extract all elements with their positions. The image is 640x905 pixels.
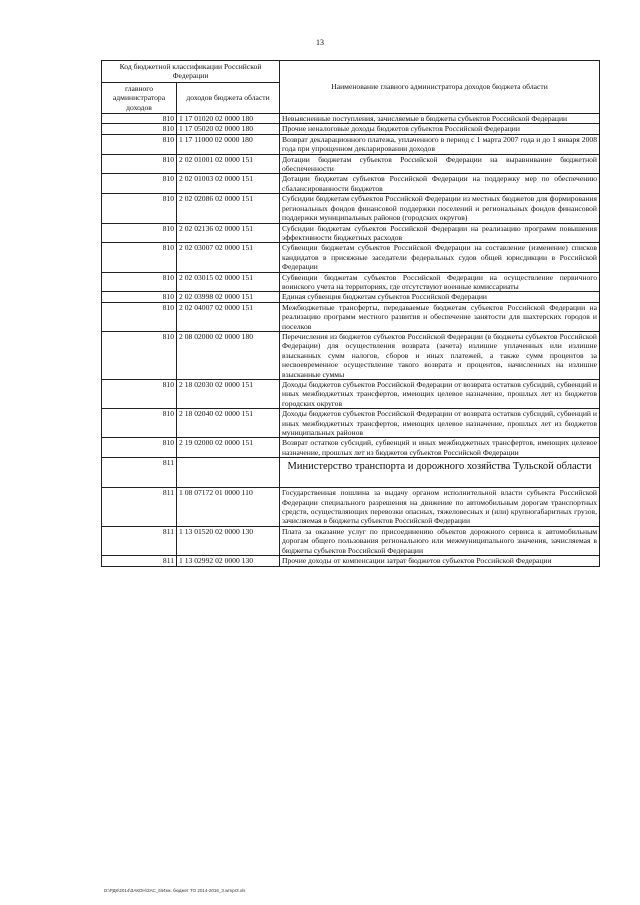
income-name-cell: Невыясненные поступления, зачисляемые в бюджеты субъектов Российской Федерации [280, 114, 600, 124]
table-row [102, 409, 600, 438]
file-path-footer: D:\РДК\2014\ЗАКОН\ЗАС_6\Изм. бюджет ТО 2014-2016_3.wmpr3.xls [104, 888, 246, 893]
income-name-cell: Перечисления из бюджетов субъектов Российской Федерации (в бюджеты субъектов Российской Федерации) для осуществления возврата (зачета) излишне уплаченных или излишне взысканных сумм налогов, сборов и иных платежей, а также сумм процентов за несвоевременное осуществление такого возврата и процентов, начисленных на излишне взысканные суммы [280, 331, 600, 379]
section-title: Министерство транспорта и дорожного хозяйства Тульской области [280, 458, 600, 488]
admin-code-cell: 810 [102, 223, 177, 243]
table-row [102, 272, 600, 292]
income-name-cell: Единая субвенция бюджетам субъектов Российской Федерации [280, 292, 600, 302]
income-code-cell: 2 02 02086 02 0000 151 [177, 194, 280, 223]
admin-code-cell: 810 [102, 243, 177, 272]
income-name-cell: Дотации бюджетам субъектов Российской Федерации на выравнивание бюджетной обеспеченности [280, 154, 600, 174]
income-name-cell: Возврат остатков субсидий, субвенций и иных межбюджетных трансфертов, имеющих целевое назначение, прошлых лет из бюджетов субъектов Российской Федерации [280, 438, 600, 458]
income-code-cell: 2 18 02030 02 0000 151 [177, 380, 280, 409]
income-code-cell: 2 02 03998 02 0000 151 [177, 292, 280, 302]
income-code-cell: 1 17 01020 02 0000 180 [177, 114, 280, 124]
admin-code-cell: 810 [102, 154, 177, 174]
income-name-cell: Прочие доходы от компенсации затрат бюджетов субъектов Российской Федерации [280, 556, 600, 566]
admin-code-cell: 811 [102, 526, 177, 555]
admin-code-cell: 810 [102, 272, 177, 292]
income-name-cell: Доходы бюджетов субъектов Российской Федерации от возврата остатков субсидий, субвенций и иных межбюджетных трансфертов, имеющих целевое назначение, прошлых лет из бюджетов муниципальных районов [280, 409, 600, 438]
header-income-col: доходов бюджета области [177, 82, 280, 113]
admin-code-cell: 810 [102, 124, 177, 134]
section-admin-code: 811 [102, 458, 177, 488]
income-name-cell: Плата за оказание услуг по присоединению объектов дорожного сервиса к автомобильным дорогам общего пользования регионального или межмуниципального значения, зачисляемая в бюджеты субъектов Российской Федерации [280, 526, 600, 555]
table-row [102, 194, 600, 223]
income-code-cell: 1 13 01520 02 0000 130 [177, 526, 280, 555]
table-row [102, 380, 600, 409]
admin-code-cell: 810 [102, 380, 177, 409]
section-empty-cell [177, 458, 280, 488]
budget-classification-table [101, 60, 600, 567]
income-code-cell: 2 02 03007 02 0000 151 [177, 243, 280, 272]
section-row [102, 458, 600, 488]
page-number: 13 [316, 38, 324, 47]
header-row [102, 61, 600, 83]
income-name-cell: Прочие неналоговые доходы бюджетов субъектов Российской Федерации [280, 124, 600, 134]
income-name-cell: Дотации бюджетам субъектов Российской Федерации на поддержку мер по обеспечению сбалансированности бюджетов [280, 174, 600, 194]
income-code-cell: 2 02 01003 02 0000 151 [177, 174, 280, 194]
table-row [102, 154, 600, 174]
income-name-cell: Возврат декларационного платежа, уплаченного в период с 1 марта 2007 года и до 1 января 2008 года при упрощенном декларировании доходов [280, 134, 600, 154]
admin-code-cell: 811 [102, 556, 177, 566]
table-row [102, 243, 600, 272]
table-row [102, 302, 600, 331]
table-row [102, 124, 600, 134]
income-code-cell: 2 02 04007 02 0000 151 [177, 302, 280, 331]
admin-code-cell: 810 [102, 438, 177, 458]
income-code-cell: 2 19 02000 02 0000 151 [177, 438, 280, 458]
admin-code-cell: 810 [102, 114, 177, 124]
income-code-cell: 2 02 02136 02 0000 151 [177, 223, 280, 243]
income-code-cell: 2 08 02000 02 0000 180 [177, 331, 280, 379]
table-row [102, 292, 600, 302]
income-name-cell: Субсидии бюджетам субъектов Российской Федерации на реализацию программ повышения эффективности бюджетных расходов [280, 223, 600, 243]
admin-code-cell: 810 [102, 409, 177, 438]
income-code-cell: 1 17 05020 02 0000 180 [177, 124, 280, 134]
income-code-cell: 2 02 03015 02 0000 151 [177, 272, 280, 292]
income-code-cell: 1 13 02992 02 0000 130 [177, 556, 280, 566]
table-row [102, 331, 600, 379]
income-code-cell: 1 08 07172 01 0000 110 [177, 488, 280, 527]
income-name-cell: Государственная пошлина за выдачу органом исполнительной власти субъекта Российской Федерации специального разрешения на движение по автомобильным дорогам транспортных средств, осуществляющих перевозки опасных, тяжеловесных и (или) крупногабаритных грузов, зачисляемая в бюджеты субъектов Российской Федерации [280, 488, 600, 527]
income-code-cell: 1 17 11000 02 0000 180 [177, 134, 280, 154]
table-row [102, 134, 600, 154]
admin-code-cell: 811 [102, 488, 177, 527]
income-name-cell: Субвенции бюджетам субъектов Российской Федерации на составление (изменение) списков кандидатов в присяжные заседатели федеральных судов общей юрисдикции в Российской Федерации [280, 243, 600, 272]
admin-code-cell: 810 [102, 292, 177, 302]
income-name-cell: Субсидии бюджетам субъектов Российской Федерации из местных бюджетов для формирования региональных фондов финансовой поддержки поселений и региональных фондов финансовой поддержки муниципальных районов (городских округов) [280, 194, 600, 223]
admin-code-cell: 810 [102, 302, 177, 331]
table-row [102, 438, 600, 458]
admin-code-cell: 810 [102, 331, 177, 379]
admin-code-cell: 810 [102, 194, 177, 223]
income-name-cell: Межбюджетные трансферты, передаваемые бюджетам субъектов Российской Федерации на реализацию программ местного развития и обеспечение занятости для шахтерских городов и поселков [280, 302, 600, 331]
income-code-cell: 2 02 01001 02 0000 151 [177, 154, 280, 174]
income-name-cell: Субвенции бюджетам субъектов Российской Федерации на осуществление первичного воинского учета на территориях, где отсутствуют военные комиссариаты [280, 272, 600, 292]
admin-code-cell: 810 [102, 174, 177, 194]
table-row [102, 556, 600, 566]
table-row [102, 223, 600, 243]
income-name-cell: Доходы бюджетов субъектов Российской Федерации от возврата остатков субсидий, субвенций и иных межбюджетных трансфертов, имеющих целевое назначение, прошлых лет из бюджетов городских округов [280, 380, 600, 409]
income-code-cell: 2 18 02040 02 0000 151 [177, 409, 280, 438]
table-row [102, 526, 600, 555]
header-group-label: Код бюджетной классификации Российской Федерации [102, 61, 280, 83]
table-row [102, 488, 600, 527]
admin-code-cell: 810 [102, 134, 177, 154]
table-row [102, 174, 600, 194]
header-name-col: Наименование главного администратора доходов бюджета области [280, 61, 600, 114]
table-row [102, 114, 600, 124]
header-admin-col: главного администратора доходов [102, 82, 177, 113]
